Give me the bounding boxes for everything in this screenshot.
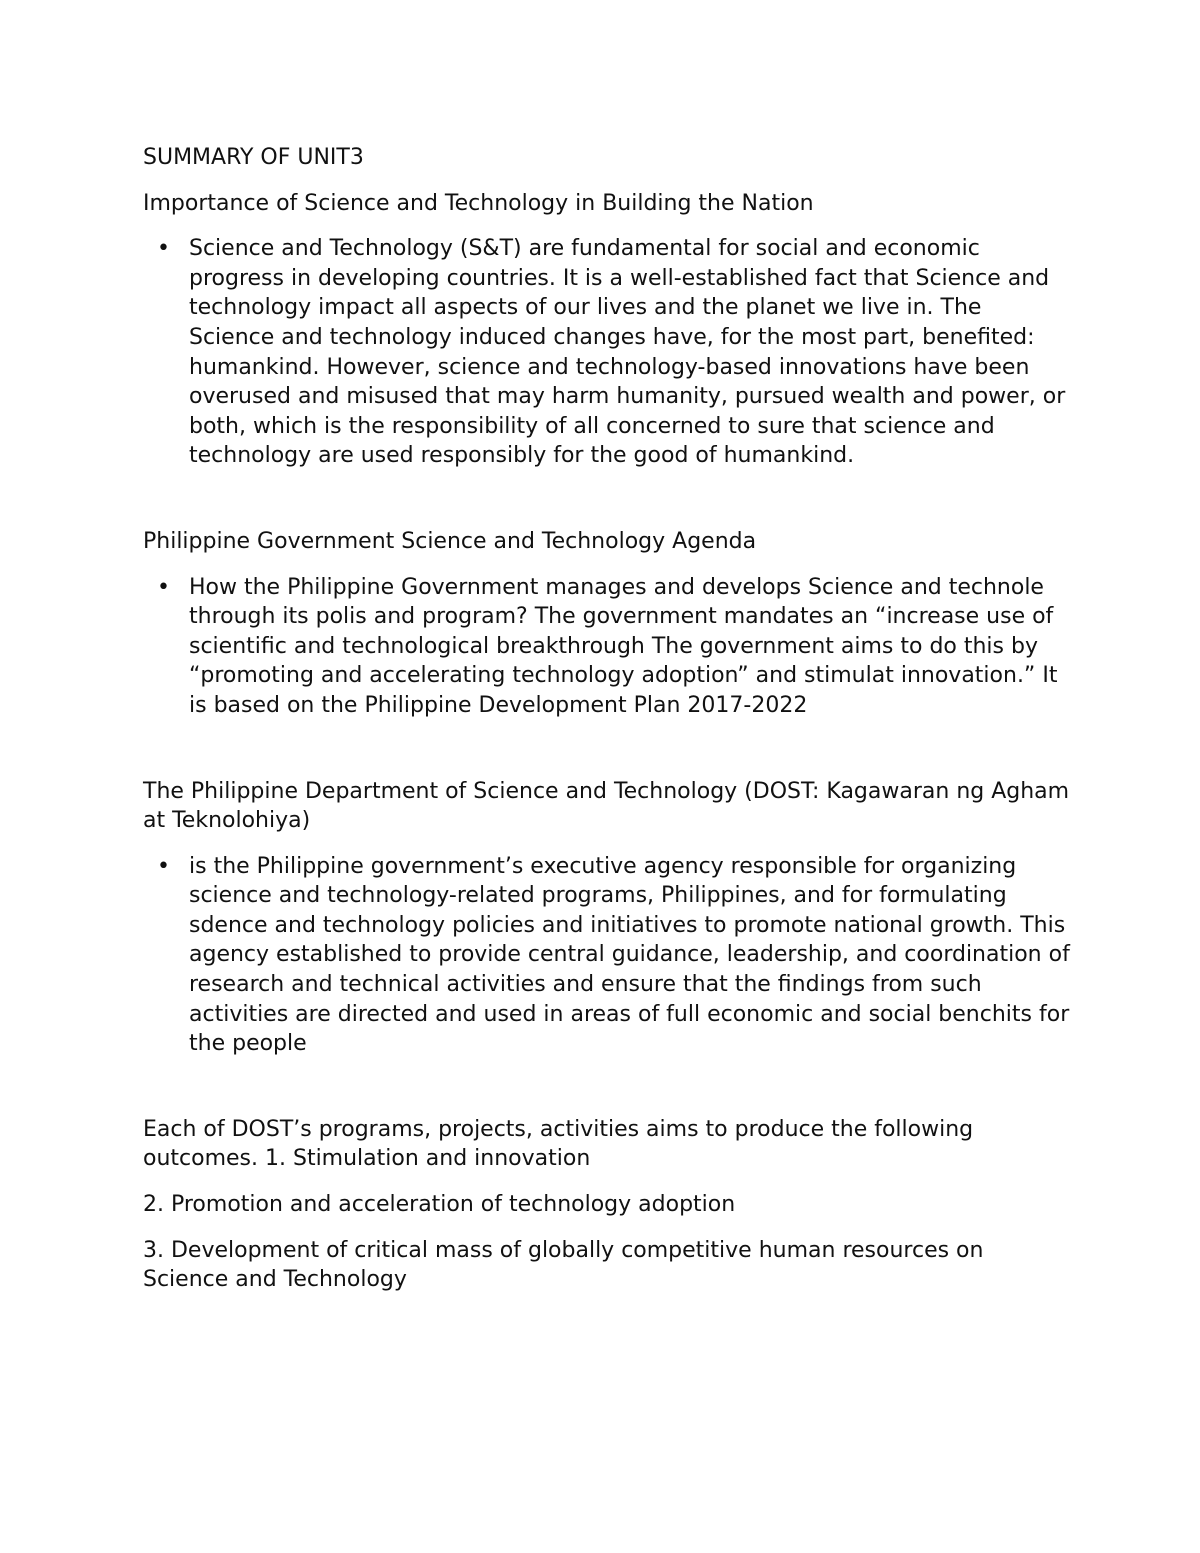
spacer	[143, 1075, 1073, 1115]
spacer	[143, 487, 1073, 527]
section-heading: Philippine Government Science and Technology Agenda	[143, 528, 757, 554]
outcome-item: 3. Development of critical mass of globally competitive human resources on Science and Technology	[143, 1237, 984, 1293]
bullet-item	[143, 573, 1073, 721]
bullet-icon: •	[157, 574, 170, 600]
bullet-list	[143, 234, 1073, 471]
bullet-item	[143, 852, 1073, 1059]
bullet-list	[143, 573, 1073, 721]
bullet-icon: •	[157, 236, 170, 262]
spacer	[143, 737, 1073, 777]
outcomes-intro: Each of DOST’s programs, projects, activities aims to produce the following outcomes. 1. Stimulation and innovation	[143, 1116, 974, 1172]
bullet-icon: •	[157, 853, 170, 879]
document-body	[143, 143, 1073, 1311]
section-heading: The Philippine Department of Science and Technology (DOST: Kagawaran ng Agham at Teknolohiya)	[143, 778, 1070, 834]
bullet-text: How the Philippine Government manages and develops Science and technole through its polis and program? The government mandates an “increase use of scientific and technological breakthrough The government aims to do this by “promoting and accelerating technology adoption” and stimulat innovation.” It is based on the Philippine Development Plan 2017-2022	[189, 574, 1058, 718]
outcome-item: 2. Promotion and acceleration of technology adoption	[143, 1192, 736, 1218]
bullet-item	[143, 234, 1073, 471]
bullet-text: is the Philippine government’s executive agency responsible for organizing science and technology-related programs, Philippines, and for formulating sdence and technology policies and initiatives to promote national growth. This agency established to provide central guidance, leadership, and coordination of research and technical activities and ensure that the findings from such activities are directed and used in areas of full economic and social benchits for the people	[189, 853, 1070, 1057]
document-title: SUMMARY OF UNIT3	[143, 145, 364, 170]
bullet-list	[143, 852, 1073, 1059]
section-heading: Importance of Science and Technology in Building the Nation	[143, 190, 814, 216]
bullet-text: Science and Technology (S&T) are fundamental for social and economic progress in developing countries. It is a well-established fact that Science and technology impact all aspects of our lives and the planet we live in. The Science and technology induced changes have, for the most part, benefited: humankind. However, science and technology-based innovations have been overused and misused that may harm humanity, pursued wealth and power, or both, which is the responsibility of all concerned to sure that science and technology are used responsibly for the good of humankind.	[189, 236, 1066, 469]
